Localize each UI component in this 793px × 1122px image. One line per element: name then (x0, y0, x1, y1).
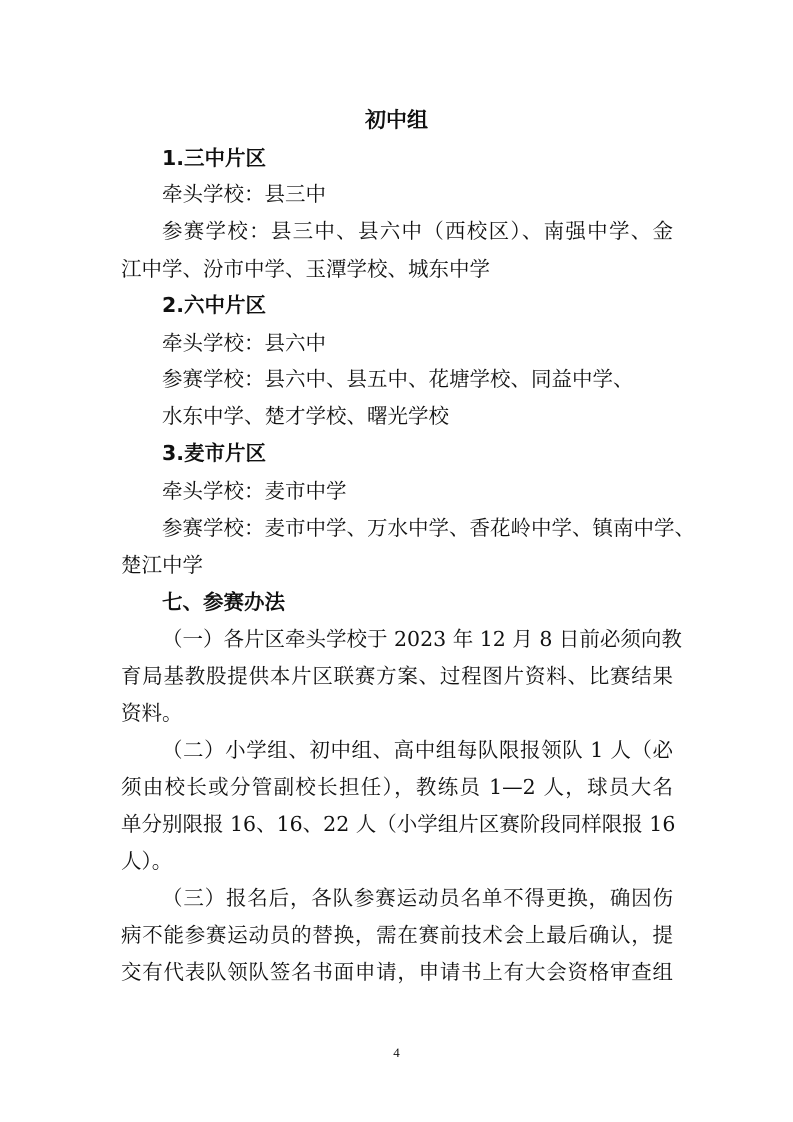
group-heading: 初中组 (365, 108, 428, 132)
page-number: 4 (393, 1045, 400, 1060)
part7-title: 七、参赛办法 (162, 590, 285, 614)
part7-p1-line3: 资料。 (121, 701, 183, 725)
section-title-1: 1.三中片区 (162, 146, 267, 170)
part7-p3-line1: （三）报名后，各队参赛运动员名单不得更换，确因伤 (162, 886, 673, 910)
participants-1-line1: 参赛学校：县三中、县六中（西校区）、南强中学、金 (162, 219, 673, 243)
part7-p2-line2: 须由校长或分管副校长担任），教练员 1—2 人，球员大名 (121, 775, 673, 799)
participants-2-line1: 参赛学校：县六中、县五中、花塘学校、同益中学、 (162, 367, 634, 391)
lead-school-2: 牵头学校：县六中 (162, 331, 326, 355)
part7-p2-line1: （二）小学组、初中组、高中组每队限报领队 1 人（必 (162, 738, 673, 762)
part7-p2-line3: 单分别限报 16、16、22 人（小学组片区赛阶段同样限报 16 (121, 812, 676, 836)
participants-3-line2: 楚江中学 (121, 553, 203, 577)
lead-school-3: 牵头学校：麦市中学 (162, 479, 347, 503)
section-title-2: 2.六中片区 (162, 293, 267, 317)
section-title-3: 3.麦市片区 (162, 441, 267, 465)
part7-p2-line4: 人）。 (121, 849, 173, 873)
part7-p1-line1: （一）各片区牵头学校于 2023 年 12 月 8 日前必须向教 (162, 627, 682, 651)
part7-p1-line2: 育局基教股提供本片区联赛方案、过程图片资料、比赛结果 (121, 664, 673, 688)
part7-p3-line3: 交有代表队领队签名书面申请，申请书上有大会资格审查组 (121, 960, 673, 984)
participants-3-line1: 参赛学校：麦市中学、万水中学、香花岭中学、镇南中学、 (162, 516, 695, 540)
part7-p3-line2: 病不能参赛运动员的替换，需在赛前技术会上最后确认，提 (121, 923, 673, 947)
participants-1-line2: 江中学、汾市中学、玉潭学校、城东中学 (121, 257, 490, 281)
participants-2-line2: 水东中学、楚才学校、曙光学校 (162, 404, 449, 428)
lead-school-1: 牵头学校：县三中 (162, 182, 326, 206)
